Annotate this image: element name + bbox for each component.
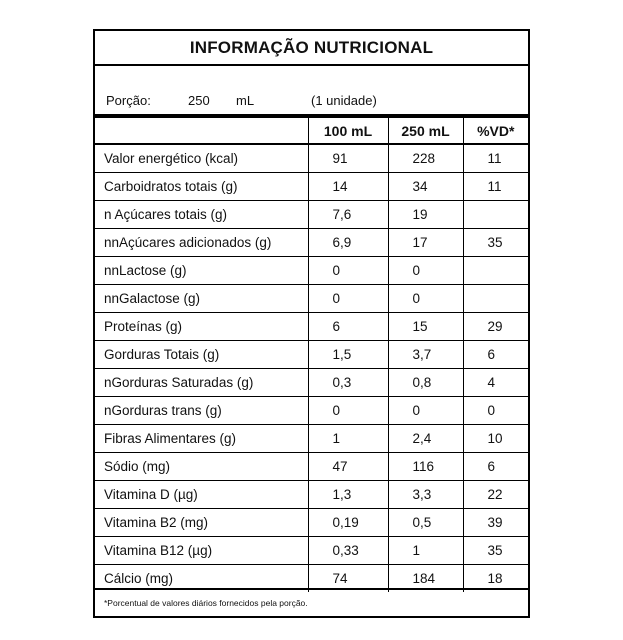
value-250ml: 228 <box>388 144 463 173</box>
nutrient-name: Gorduras Totais (g) <box>95 341 308 369</box>
header-nutrient <box>95 118 308 144</box>
nutrient-name: Sódio (mg) <box>95 453 308 481</box>
nutrient-name: Vitamina B12 (µg) <box>95 537 308 565</box>
value-250ml: 0,5 <box>388 509 463 537</box>
value-250ml: 34 <box>388 173 463 201</box>
value-100ml: 0 <box>308 397 388 425</box>
value-100ml: 47 <box>308 453 388 481</box>
value-250ml: 0 <box>388 397 463 425</box>
value-vd: 6 <box>463 341 528 369</box>
table-row <box>95 144 528 173</box>
footnote-divider <box>95 588 528 590</box>
value-vd: 35 <box>463 229 528 257</box>
value-250ml: 2,4 <box>388 425 463 453</box>
header-100ml: 100 mL <box>308 118 388 144</box>
value-250ml: 0 <box>388 257 463 285</box>
portion-label: Porção: <box>106 93 151 108</box>
table-row <box>95 341 528 369</box>
table-header-row <box>95 118 528 144</box>
nutrient-name: nnLactose (g) <box>95 257 308 285</box>
nutrient-name: nGorduras trans (g) <box>95 397 308 425</box>
value-250ml: 116 <box>388 453 463 481</box>
value-vd: 10 <box>463 425 528 453</box>
value-250ml: 19 <box>388 201 463 229</box>
value-100ml: 0 <box>308 257 388 285</box>
value-100ml: 0,33 <box>308 537 388 565</box>
value-250ml: 15 <box>388 313 463 341</box>
nutrient-name: n Açúcares totais (g) <box>95 201 308 229</box>
table-row <box>95 201 528 229</box>
header-vd: %VD* <box>463 118 528 144</box>
nutrient-name: Cálcio (mg) <box>95 565 308 593</box>
value-250ml: 1 <box>388 537 463 565</box>
table-row <box>95 257 528 285</box>
table-row <box>95 369 528 397</box>
table-row <box>95 285 528 313</box>
nutrient-name: Vitamina D (µg) <box>95 481 308 509</box>
value-vd: 6 <box>463 453 528 481</box>
header-250ml: 250 mL <box>388 118 463 144</box>
nutrient-name: nnGalactose (g) <box>95 285 308 313</box>
table-row <box>95 453 528 481</box>
value-100ml: 91 <box>308 144 388 173</box>
value-100ml: 6,9 <box>308 229 388 257</box>
value-100ml: 1,5 <box>308 341 388 369</box>
nutrient-name: nGorduras Saturadas (g) <box>95 369 308 397</box>
value-100ml: 74 <box>308 565 388 593</box>
table-row <box>95 229 528 257</box>
value-250ml: 3,7 <box>388 341 463 369</box>
nutrient-name: Fibras Alimentares (g) <box>95 425 308 453</box>
value-250ml: 0,8 <box>388 369 463 397</box>
value-vd: 18 <box>463 565 528 593</box>
value-vd: 4 <box>463 369 528 397</box>
value-100ml: 1 <box>308 425 388 453</box>
portion-note: (1 unidade) <box>311 93 377 108</box>
value-250ml: 0 <box>388 285 463 313</box>
value-100ml: 7,6 <box>308 201 388 229</box>
value-vd: 22 <box>463 481 528 509</box>
value-100ml: 0,3 <box>308 369 388 397</box>
nutrient-name: Proteínas (g) <box>95 313 308 341</box>
value-vd: 29 <box>463 313 528 341</box>
value-100ml: 0,19 <box>308 509 388 537</box>
value-vd: 11 <box>463 144 528 173</box>
value-100ml: 1,3 <box>308 481 388 509</box>
table-row <box>95 481 528 509</box>
table-row <box>95 509 528 537</box>
nutrient-name: Carboidratos totais (g) <box>95 173 308 201</box>
table-row <box>95 397 528 425</box>
nutrient-name: Valor energético (kcal) <box>104 151 239 166</box>
nutrient-name: nnAçúcares adicionados (g) <box>95 229 308 257</box>
value-250ml: 184 <box>388 565 463 593</box>
value-vd <box>463 257 528 285</box>
value-vd <box>463 201 528 229</box>
title-divider <box>95 64 528 66</box>
table-row <box>95 425 528 453</box>
label-title: INFORMAÇÃO NUTRICIONAL <box>189 38 434 57</box>
value-100ml: 6 <box>308 313 388 341</box>
value-vd: 35 <box>463 537 528 565</box>
value-100ml: 0 <box>308 285 388 313</box>
value-vd <box>463 285 528 313</box>
table-row <box>95 313 528 341</box>
portion-unit: mL <box>236 93 255 108</box>
value-vd: 0 <box>463 397 528 425</box>
value-250ml: 3,3 <box>388 481 463 509</box>
nutrition-table <box>95 118 528 592</box>
nutrient-name: Vitamina B2 (mg) <box>95 509 308 537</box>
value-100ml: 14 <box>308 173 388 201</box>
footnote: *Porcentual de valores diários fornecidos pela porção. <box>104 598 308 608</box>
value-250ml: 17 <box>388 229 463 257</box>
portion-amount: 250 <box>188 93 210 108</box>
nutrition-facts-label <box>93 29 530 618</box>
table-row <box>95 537 528 565</box>
table-row <box>95 173 528 201</box>
value-vd: 11 <box>463 173 528 201</box>
value-vd: 39 <box>463 509 528 537</box>
